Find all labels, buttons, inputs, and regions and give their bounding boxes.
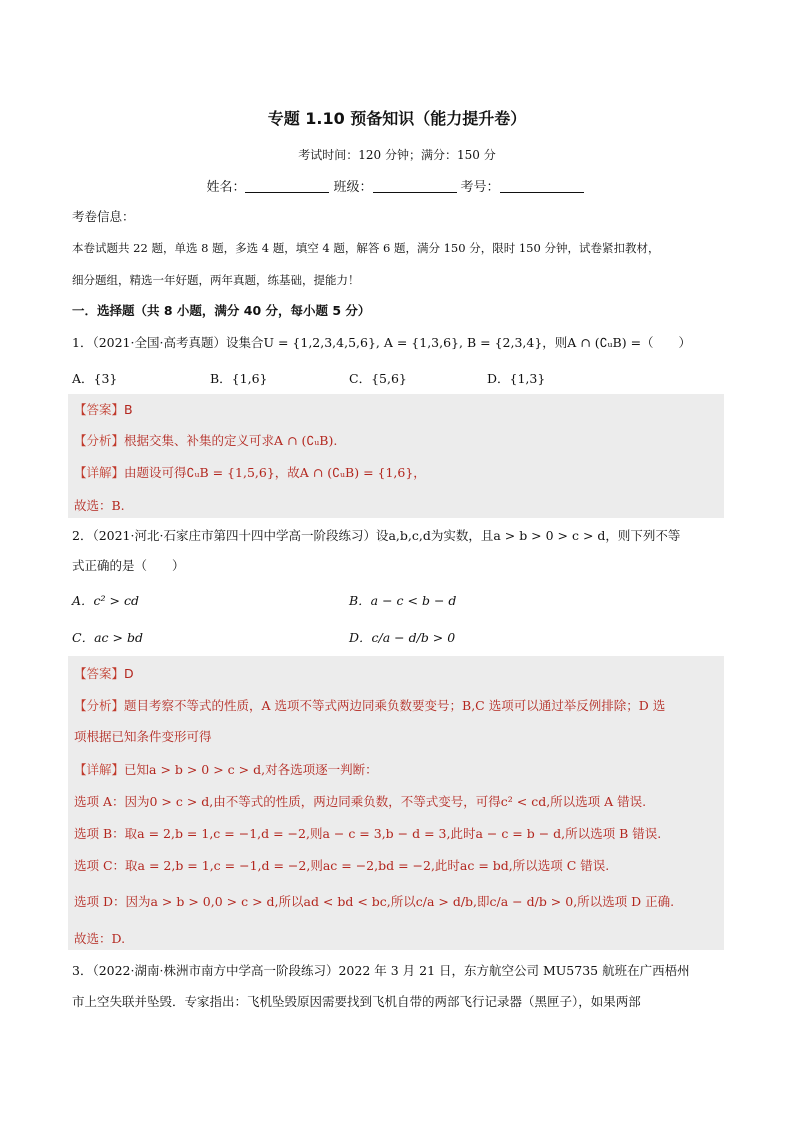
q2-analysis-text-1: 题目考察不等式的性质，A 选项不等式两边同乘负数要变号；B,C 选项可以通过举反例排除；D 选 (124, 698, 666, 713)
number-label: 考号： (460, 180, 500, 195)
name-label: 姓名： (206, 180, 246, 195)
answer-tag: 【答案】 (74, 666, 125, 681)
detail-tag: 【详解】 (74, 762, 125, 777)
q2-option-a: A．c² > cd (72, 593, 139, 608)
class-blank[interactable] (373, 179, 457, 193)
detail-tag: 【详解】 (74, 465, 125, 480)
q2-answer (74, 664, 134, 682)
q2-option-c-explanation: 选项 C：取a = 2,b = 1,c = −1,d = −2,则ac = −2,bd = −2,此时ac = bd,所以选项 C 错误. (74, 858, 610, 873)
q2-option-b: B．a − c < b − d (349, 593, 457, 608)
q1-option-a: A．{3} (72, 371, 118, 386)
q1-stem: 1．（2021·全国·高考真题）设集合U = {1,2,3,4,5,6}, A = {1,3,6}, B = {2,3,4}，则A ∩ (∁ᵤB) =（ ） (72, 335, 692, 350)
info-line-2: 细分题组，精选一年好题，两年真题，练基础，提能力！ (72, 273, 360, 287)
q1-detail-text: 由题设可得∁ᵤB = {1,5,6}，故A ∩ (∁ᵤB) = {1,6}， (124, 465, 426, 480)
q2-detail (74, 760, 378, 778)
name-blank[interactable] (245, 179, 329, 193)
q2-analysis-text-2: 项根据已知条件变形可得 (74, 729, 212, 744)
q1-option-c: C．{5,6} (349, 371, 407, 386)
student-fields (0, 176, 794, 195)
q1-answer (74, 400, 133, 418)
q1-detail (74, 463, 426, 481)
q1-option-b: B．{1,6} (210, 371, 268, 386)
q1-option-d: D．{1,3} (487, 371, 546, 386)
q2-option-d: D．c/a − d/b > 0 (349, 630, 456, 645)
q3-stem-1: 3．（2022·湖南·株洲市南方中学高一阶段练习）2022 年 3 月 21 日，东方航空公司 MU5735 航班在广西梧州 (72, 963, 690, 978)
section-heading: 一．选择题（共 8 小题，满分 40 分，每小题 5 分） (72, 303, 371, 318)
q2-detail-text: 已知a > b > 0 > c > d,对各选项逐一判断： (124, 762, 378, 777)
class-label: 班级： (333, 180, 373, 195)
number-blank[interactable] (500, 179, 584, 193)
q3-stem-2: 市上空失联并坠毁．专家指出：飞机坠毁原因需要找到飞机自带的两部飞行记录器（黑匣子），如果两部 (72, 994, 641, 1009)
q2-stem-2: 式正确的是（ ） (72, 558, 185, 573)
q1-analysis (74, 431, 337, 449)
q2-answer-value: D (124, 666, 134, 681)
answer-tag: 【答案】 (74, 402, 125, 417)
q2-analysis (74, 696, 665, 714)
q1-solution-box (68, 394, 724, 518)
analysis-tag: 【分析】 (74, 433, 125, 448)
q2-option-c: C．ac > bd (72, 630, 143, 645)
info-line-1: 本卷试题共 22 题，单选 8 题，多选 4 题，填空 4 题，解答 6 题，满分 150 分，限时 150 分钟，试卷紧扣教材， (72, 241, 660, 255)
q1-analysis-text: 根据交集、补集的定义可求A ∩ (∁ᵤB). (124, 433, 338, 448)
exam-time-info: 考试时间：120 分钟；满分：150 分 (298, 148, 496, 162)
q2-option-b-explanation: 选项 B：取a = 2,b = 1,c = −1,d = −2,则a − c = 3,b − d = 3,此时a − c = b − d,所以选项 B 错误. (74, 826, 662, 841)
q2-conclusion: 故选：D. (74, 931, 126, 946)
info-heading: 考卷信息： (72, 209, 135, 224)
page-title: 专题 1.10 预备知识（能力提升卷） (267, 109, 527, 128)
q1-answer-value: B (124, 402, 133, 417)
q2-stem-1: 2．（2021·河北·石家庄市第四十四中学高一阶段练习）设a,b,c,d为实数，且a > b > 0 > c > d，则下列不等 (72, 528, 681, 543)
q1-conclusion: 故选：B. (74, 498, 125, 513)
q2-option-d-explanation: 选项 D：因为a > b > 0,0 > c > d,所以ad < bd < bc,所以c/a > d/b,即c/a − d/b > 0,所以选项 D 正确. (74, 894, 675, 909)
analysis-tag: 【分析】 (74, 698, 125, 713)
q2-option-a-explanation: 选项 A：因为0 > c > d,由不等式的性质，两边同乘负数，不等式变号，可得c² < cd,所以选项 A 错误. (74, 794, 647, 809)
